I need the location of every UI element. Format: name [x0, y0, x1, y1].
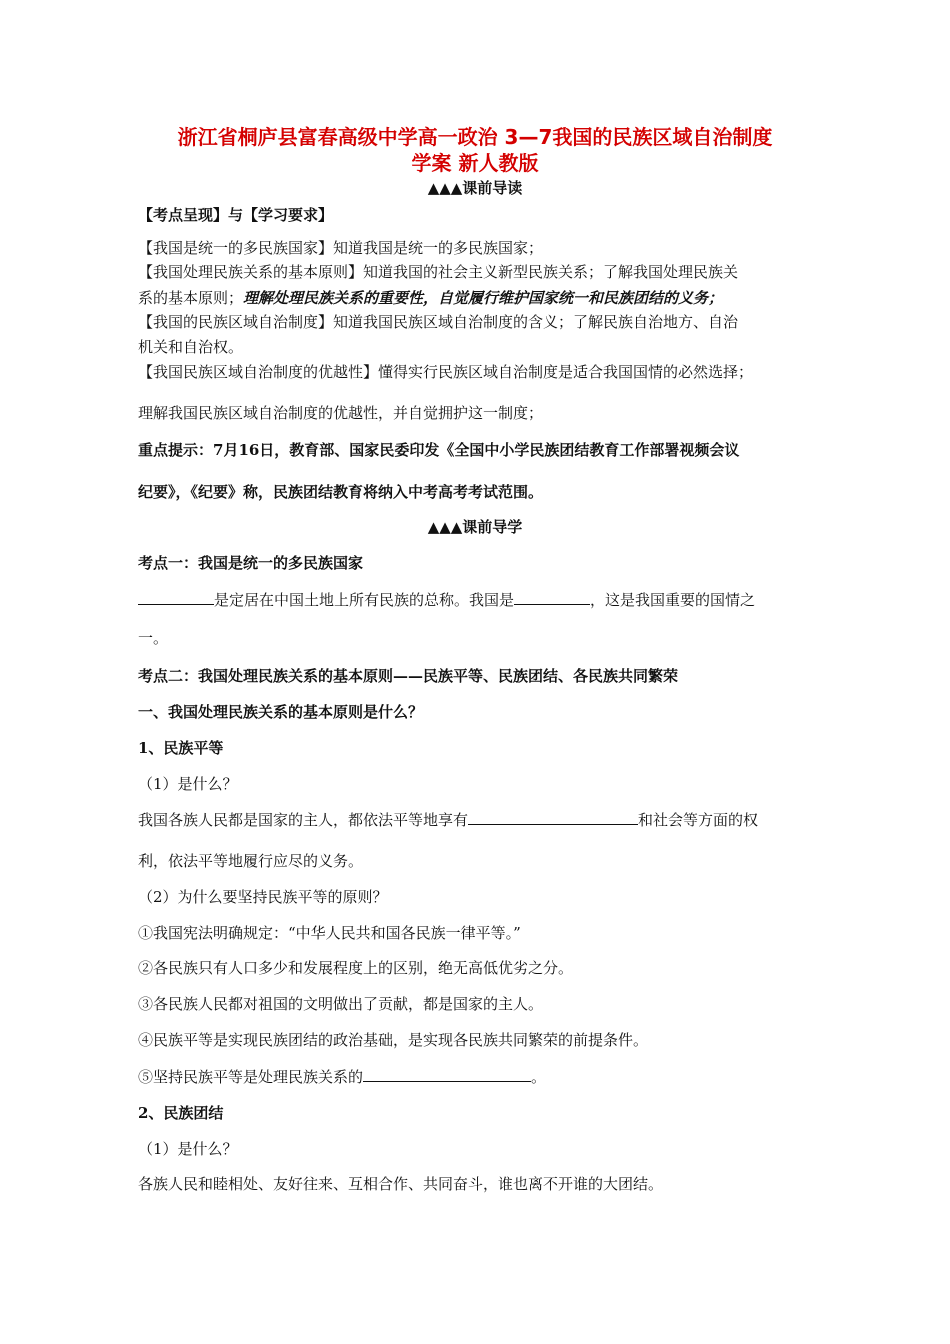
blank-3[interactable]: [468, 810, 638, 825]
blank-4[interactable]: [363, 1067, 531, 1082]
reason-5-end: 。: [531, 1068, 547, 1086]
question-1: 一、我国处理民族关系的基本原则是什么？: [138, 703, 424, 721]
point1-text1: 是定居在中国土地上所有民族的总称。我国是: [214, 591, 515, 609]
point1-line2: 一。: [138, 629, 169, 647]
reason-4: ④民族平等是实现民族团结的政治基础，是实现各民族共同繁荣的前提条件。: [138, 1031, 649, 1049]
equality-what: （1）是什么？: [138, 775, 238, 793]
subsection-equality: 1、民族平等: [138, 739, 224, 757]
requirement-2a: 【我国处理民族关系的基本原则】知道我国的社会主义新型民族关系；了解我国处理民族关: [138, 263, 739, 281]
requirement-2-emphasis: 理解处理民族关系的重要性，自觉履行维护国家统一和民族团结的义务；: [243, 289, 724, 307]
reason-1: ①我国宪法明确规定：“中华人民共和国各民族一律平等。”: [138, 924, 521, 942]
point1-line1: [138, 590, 755, 610]
requirement-3a: 【我国的民族区域自治制度】知道我国民族区域自治制度的含义；了解民族自治地方、自治: [138, 313, 739, 331]
doc-title-line1: 浙江省桐庐县富春高级中学高一政治 3—7我国的民族区域自治制度: [177, 125, 773, 149]
equality-line1: [138, 810, 758, 830]
equality-text1: 我国各族人民都是国家的主人，都依法平等地享有: [138, 811, 469, 829]
point1-heading: 考点一：我国是统一的多民族国家: [138, 554, 364, 572]
unity-text: 各族人民和睦相处、友好往来、互相合作、共同奋斗，谁也离不开谁的大团结。: [138, 1175, 664, 1193]
key-note-line1: 重点提示：7月16日，教育部、国家民委印发《全国中小学民族团结教育工作部署视频会议: [138, 441, 740, 459]
requirement-3b: 机关和自治权。: [138, 338, 244, 356]
requirement-4a: 【我国民族区域自治制度的优越性】懂得实行民族区域自治制度是适合我国国情的必然选择；: [138, 363, 754, 381]
requirement-2b-text: 系的基本原则；: [138, 289, 244, 307]
point2-heading: 考点二：我国处理民族关系的基本原则——民族平等、民族团结、各民族共同繁荣: [138, 667, 679, 685]
blank-2[interactable]: [514, 590, 590, 605]
section-pre-read: ▲▲▲课前导读: [427, 179, 523, 197]
equality-line2: 利，依法平等地履行应尽的义务。: [138, 852, 364, 870]
unity-what: （1）是什么？: [138, 1140, 238, 1158]
point1-text2: ，这是我国重要的国情之: [590, 591, 756, 609]
reason-5: [138, 1067, 546, 1087]
equality-why: （2）为什么要坚持民族平等的原则？: [138, 888, 388, 906]
reason-2: ②各民族只有人口多少和发展程度上的区别，绝无高低优劣之分。: [138, 959, 574, 977]
doc-title-line2: 学案 新人教版: [411, 151, 539, 175]
blank-1[interactable]: [138, 590, 214, 605]
requirement-1: 【我国是统一的多民族国家】知道我国是统一的多民族国家；: [138, 239, 544, 257]
requirements-heading: 【考点呈现】与【学习要求】: [138, 206, 334, 224]
requirement-4b: 理解我国民族区域自治制度的优越性，并自觉拥护这一制度；: [138, 404, 544, 422]
requirement-2b: [138, 288, 723, 308]
reason-3: ③各民族人民都对祖国的文明做出了贡献，都是国家的主人。: [138, 995, 544, 1013]
key-note-line2: 纪要》，《纪要》称，民族团结教育将纳入中考高考考试范围。: [138, 483, 544, 501]
subsection-unity: 2、民族团结: [138, 1104, 224, 1122]
reason-5-text: ⑤坚持民族平等是处理民族关系的: [138, 1068, 364, 1086]
section-pre-study: ▲▲▲课前导学: [427, 518, 523, 536]
equality-text2: 和社会等方面的权: [638, 811, 759, 829]
